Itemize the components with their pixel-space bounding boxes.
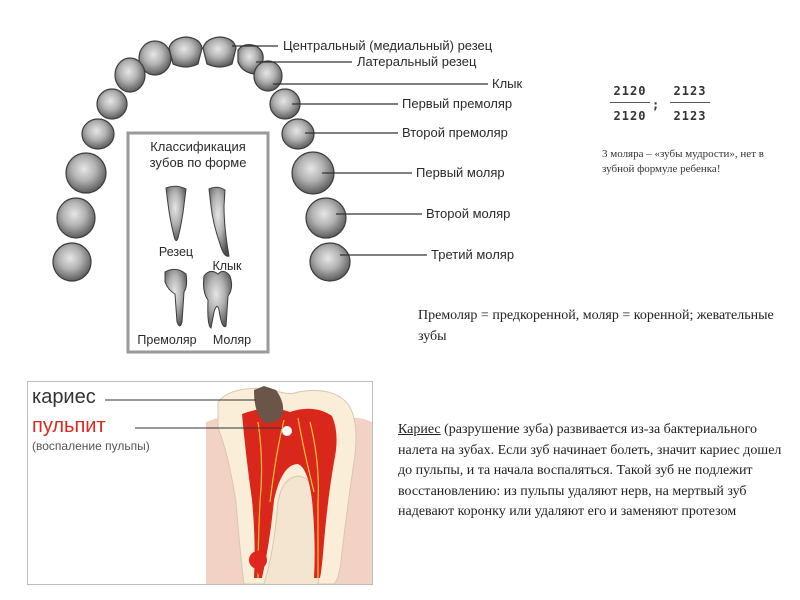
label-lateral-incisor: Латеральный резец xyxy=(357,54,477,69)
formula-left xyxy=(610,84,650,123)
classification-title-1: Классификация xyxy=(150,139,246,154)
label-first-premolar: Первый премоляр xyxy=(402,96,513,111)
label-central-incisor: Центральный (медиальный) резец xyxy=(283,38,493,53)
formula-right xyxy=(670,84,710,123)
label-premolar: Премоляр xyxy=(137,333,197,347)
tooth-second-premolar xyxy=(282,119,314,149)
label-canine-small: Клык xyxy=(212,259,242,273)
tooth xyxy=(169,37,202,67)
formula-right-bottom: 2123 xyxy=(673,109,707,123)
tooth xyxy=(82,119,114,149)
label-second-premolar: Второй премоляр xyxy=(402,125,508,140)
tooth xyxy=(97,89,127,119)
tooth xyxy=(66,153,106,193)
tooth-second-molar xyxy=(306,198,346,238)
formula-right-top: 2123 xyxy=(670,84,710,103)
caries-term: Кариес xyxy=(398,422,441,437)
dental-formula xyxy=(610,84,714,134)
teeth-front xyxy=(169,37,236,67)
tooth xyxy=(57,198,95,238)
caries-illustration-panel xyxy=(27,381,373,585)
tooth-canine xyxy=(254,61,282,91)
label-molar: Моляр xyxy=(212,333,252,347)
wisdom-teeth-note: 3 моляра – «зубы мудрости», нет в зубной формуле ребенка! xyxy=(602,148,764,175)
formula-left-bottom: 2120 xyxy=(613,109,647,123)
tooth-names-note: Премоляр = предкоренной, моляр = коренной; жевательные зубы xyxy=(418,308,774,344)
tooth-cross-section xyxy=(28,382,372,584)
label-pulpitis: пульпит xyxy=(32,415,106,437)
tooth xyxy=(53,243,91,281)
classification-title-2: зубов по форме xyxy=(149,155,247,170)
tooth xyxy=(203,37,236,67)
label-incisor: Резец xyxy=(158,245,194,259)
tooth xyxy=(115,58,145,92)
label-first-molar: Первый моляр xyxy=(416,165,505,180)
label-second-molar: Второй моляр xyxy=(426,206,511,221)
label-canine: Клык xyxy=(492,76,523,91)
caries-description xyxy=(398,420,788,523)
label-third-molar: Третий моляр xyxy=(431,247,515,262)
caries-body: (разрушение зуба) развивается из-за бактериального налета на зубах. Если зуб начинает болеть, значит кариес дошел до пульпы, и та начала воспаляться. Такой зуб не подлежит восстановлению: из пульпы удаляют нерв, на мертвый зуб надевают коронку или удаляют его и заменяют протезом xyxy=(398,422,782,519)
formula-left-top: 2120 xyxy=(610,84,650,103)
label-pulp-inflammation: (воспаление пульпы) xyxy=(32,439,150,453)
classification-box xyxy=(128,133,268,352)
tooth-third-molar xyxy=(310,243,350,281)
label-caries: кариес xyxy=(32,386,96,408)
formula-separator: ; xyxy=(652,98,660,112)
